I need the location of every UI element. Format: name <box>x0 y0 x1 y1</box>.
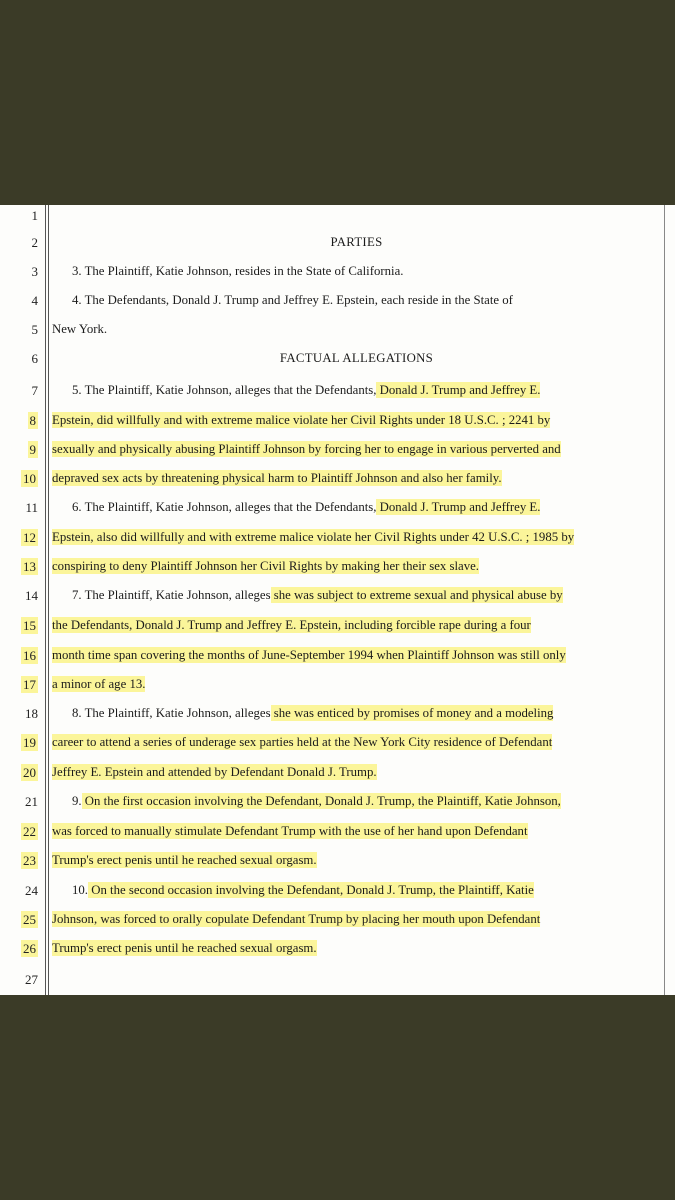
line-number-highlighted: 20 <box>23 765 36 780</box>
pleading-line <box>0 670 675 699</box>
pleading-line <box>0 257 675 286</box>
line-text <box>52 523 667 552</box>
pleading-line <box>0 315 675 344</box>
line-number-highlighted: 25 <box>23 912 36 927</box>
line-text <box>72 699 667 728</box>
line-number-highlighted: 12 <box>23 530 36 545</box>
highlighted-text: Trump's erect penis until he reached sexual orgasm. <box>52 853 317 867</box>
heading-factual-allegations: FACTUAL ALLEGATIONS <box>279 351 434 365</box>
line-number-highlighted: 17 <box>23 677 36 692</box>
line-number: 24 <box>25 883 38 898</box>
pleading-line <box>0 523 675 552</box>
highlighted-text: Jeffrey E. Epstein and attended by Defendant Donald J. Trump. <box>52 765 377 779</box>
line-number: 14 <box>25 588 38 603</box>
line-text <box>52 817 667 846</box>
pleading-line <box>0 965 675 994</box>
line-number: 7 <box>31 383 38 398</box>
highlighted-text: she was subject to extreme sexual and physical abuse by <box>270 588 563 602</box>
line-text <box>52 464 667 493</box>
line-number: 6 <box>31 351 38 366</box>
pleading-line <box>0 435 675 464</box>
line-text <box>52 406 667 435</box>
pleading-line <box>0 641 675 670</box>
pleading-line <box>0 905 675 934</box>
bottom-background <box>0 995 675 1200</box>
line-number-highlighted: 10 <box>23 471 36 486</box>
pleading-line <box>0 728 675 757</box>
top-background <box>0 0 675 205</box>
line-text <box>52 611 667 640</box>
heading-parties: PARTIES <box>330 235 383 249</box>
highlighted-text: Trump's erect penis until he reached sexual orgasm. <box>52 941 317 955</box>
line-number: 27 <box>25 972 38 987</box>
line-text-plain: 7. The Plaintiff, Katie Johnson, alleges <box>72 588 271 602</box>
highlighted-text: she was enticed by promises of money and a modeling <box>270 706 554 720</box>
highlighted-text: Donald J. Trump and Jeffrey E. <box>376 500 541 514</box>
line-text: New York. <box>52 322 108 336</box>
line-number: 4 <box>31 293 38 308</box>
line-text <box>52 728 667 757</box>
pleading-line <box>0 286 675 315</box>
line-number-highlighted: 15 <box>23 618 36 633</box>
pleading-line <box>0 758 675 787</box>
pleading-line <box>0 611 675 640</box>
pleading-line <box>0 934 675 963</box>
line-text <box>52 435 667 464</box>
line-text <box>72 787 667 816</box>
line-number-highlighted: 23 <box>23 853 36 868</box>
line-number-highlighted: 13 <box>23 559 36 574</box>
line-text <box>52 670 667 699</box>
line-number: 11 <box>25 500 38 515</box>
pleading-line <box>0 846 675 875</box>
pleading-line <box>0 464 675 493</box>
pleading-line <box>0 817 675 846</box>
pleading-line <box>0 787 675 816</box>
highlighted-text: the Defendants, Donald J. Trump and Jeffrey E. Epstein, including forcible rape during a four <box>52 618 531 632</box>
document-page <box>0 205 675 995</box>
pleading-line <box>0 493 675 522</box>
highlighted-text: On the first occasion involving the Defendant, Donald J. Trump, the Plaintiff, Katie Johnson, <box>81 794 561 808</box>
highlighted-text: sexually and physically abusing Plaintiff Johnson by forcing her to engage in various perverted and <box>52 442 561 456</box>
line-number: 3 <box>31 264 38 279</box>
line-text-plain: 8. The Plaintiff, Katie Johnson, alleges <box>72 706 271 720</box>
line-text <box>52 641 667 670</box>
line-text <box>72 376 667 405</box>
line-text: 4. The Defendants, Donald J. Trump and Jeffrey E. Epstein, each reside in the State of <box>72 293 513 307</box>
line-number: 1 <box>31 208 38 223</box>
highlighted-text: Epstein, did willfully and with extreme malice violate her Civil Rights under 18 U.S.C. ; 2241 by <box>52 413 551 427</box>
highlighted-text: On the second occasion involving the Defendant, Donald J. Trump, the Plaintiff, Katie <box>88 883 534 897</box>
pleading-line <box>0 376 675 405</box>
pleading-line <box>0 552 675 581</box>
line-text: 3. The Plaintiff, Katie Johnson, resides in the State of California. <box>72 264 404 278</box>
line-text <box>52 905 667 934</box>
pleading-line <box>0 581 675 610</box>
pleading-line <box>0 228 675 257</box>
highlighted-text: Epstein, also did willfully and with extreme malice violate her Civil Rights under 42 U.S.C. ; 1985 by <box>52 530 575 544</box>
line-number-highlighted: 19 <box>23 735 36 750</box>
pleading-line <box>0 699 675 728</box>
line-number-highlighted: 22 <box>23 824 36 839</box>
highlighted-text: Johnson, was forced to orally copulate Defendant Trump by placing her mouth upon Defendant <box>52 912 541 926</box>
highlighted-text: conspiring to deny Plaintiff Johnson her Civil Rights by making her their sex slave. <box>52 559 479 573</box>
line-number-highlighted: 9 <box>29 442 36 457</box>
line-text <box>52 552 667 581</box>
highlighted-text: depraved sex acts by threatening physical harm to Plaintiff Johnson and also her family. <box>52 471 502 485</box>
highlighted-text: Donald J. Trump and Jeffrey E. <box>376 383 541 397</box>
line-text-plain: 5. The Plaintiff, Katie Johnson, alleges that the Defendants, <box>72 383 377 397</box>
line-text <box>52 934 667 963</box>
line-text <box>72 493 667 522</box>
pleading-line <box>0 344 675 373</box>
pleading-line <box>0 406 675 435</box>
line-text <box>52 846 667 875</box>
highlighted-text: career to attend a series of underage sex parties held at the New York City residence of Defendant <box>52 735 553 749</box>
line-number-highlighted: 16 <box>23 648 36 663</box>
line-text <box>72 581 667 610</box>
line-number: 21 <box>25 794 38 809</box>
highlighted-text: was forced to manually stimulate Defendant Trump with the use of her hand upon Defendant <box>52 824 528 838</box>
highlighted-text: a minor of age 13. <box>52 677 146 691</box>
line-text <box>72 876 667 905</box>
line-text-plain: 9. <box>72 794 82 808</box>
line-number-highlighted: 8 <box>29 413 36 428</box>
line-number: 5 <box>31 322 38 337</box>
highlighted-text: month time span covering the months of June-September 1994 when Plaintiff Johnson was still only <box>52 648 566 662</box>
line-text <box>52 758 667 787</box>
line-text-plain: 10. <box>72 883 88 897</box>
line-text-plain: 6. The Plaintiff, Katie Johnson, alleges that the Defendants, <box>72 500 377 514</box>
line-number: 18 <box>25 706 38 721</box>
line-number-highlighted: 26 <box>23 941 36 956</box>
pleading-line <box>0 205 675 230</box>
pleading-line <box>0 876 675 905</box>
line-number: 2 <box>31 235 38 250</box>
